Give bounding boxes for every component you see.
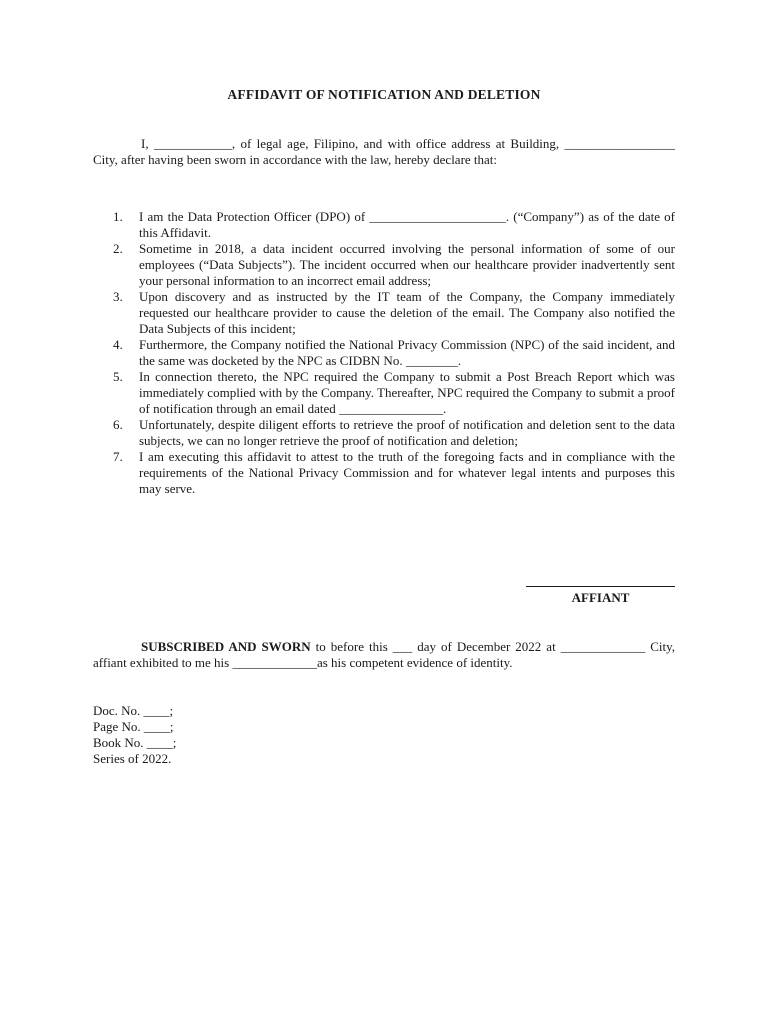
item-number: 2. [113,241,123,256]
list-item [93,209,675,241]
jurat-text: to before this ___ day of December 2022 at _____________ City, affiant exhibited to me his _____________as his competent evidence of identity. [93,639,675,670]
item-number: 7. [113,449,123,464]
item-text: In connection thereto, the NPC required the Company to submit a Post Breach Report which was immediately complied with by the Company. Thereafter, NPC required the Company to submit a proof of notification through an email dated ________________. [139,369,675,416]
series: Series of 2022. [93,751,172,766]
item-number: 6. [113,417,123,432]
jurat-heading: SUBSCRIBED AND SWORN [141,639,311,654]
intro-paragraph: I, ____________, of legal age, Filipino, and with office address at Building, _________________ City, after having been sworn in accordance with the law, hereby declare that: [93,136,675,167]
book-no: Book No. ____; [93,735,177,750]
item-text: Sometime in 2018, a data incident occurred involving the personal information of some of our employees (“Data Subjects”). The incident occurred when our healthcare provider inadvertently sent your personal information to an incorrect email address; [139,241,675,288]
page-no: Page No. ____; [93,719,174,734]
item-text: I am executing this affidavit to attest to the truth of the foregoing facts and in compliance with the requirements of the National Privacy Commission and for whatever legal intents and purposes this may serve. [139,449,675,496]
list-item [93,289,675,337]
item-number: 1. [113,209,123,224]
item-text: I am the Data Protection Officer (DPO) of _____________________. (“Company”) as of the date of this Affidavit. [139,209,675,240]
list-item [93,369,675,417]
jurat-paragraph [93,639,675,671]
notarial-details [93,703,393,767]
affiant-signature-line [526,586,675,587]
item-text: Unfortunately, despite diligent efforts to retrieve the proof of notification and deletion sent to the data subjects, we can no longer retrieve the proof of notification and deletion; [139,417,675,448]
list-item [93,449,675,497]
item-text: Furthermore, the Company notified the National Privacy Commission (NPC) of the said incident, and the same was docketed by the NPC as CIDBN No. ________. [139,337,675,368]
item-number: 5. [113,369,123,384]
document-title: AFFIDAVIT OF NOTIFICATION AND DELETION [227,87,541,102]
item-number: 4. [113,337,123,352]
list-item [93,241,675,289]
list-item [93,417,675,449]
item-text: Upon discovery and as instructed by the IT team of the Company, the Company immediately requested our healthcare provider to cause the deletion of the email. The Company also notified the Data Subjects of this incident; [139,289,675,336]
doc-no: Doc. No. ____; [93,703,174,718]
affiant-label: AFFIANT [571,590,630,605]
list-item [93,337,675,369]
declarations-list [93,209,675,497]
item-number: 3. [113,289,123,304]
